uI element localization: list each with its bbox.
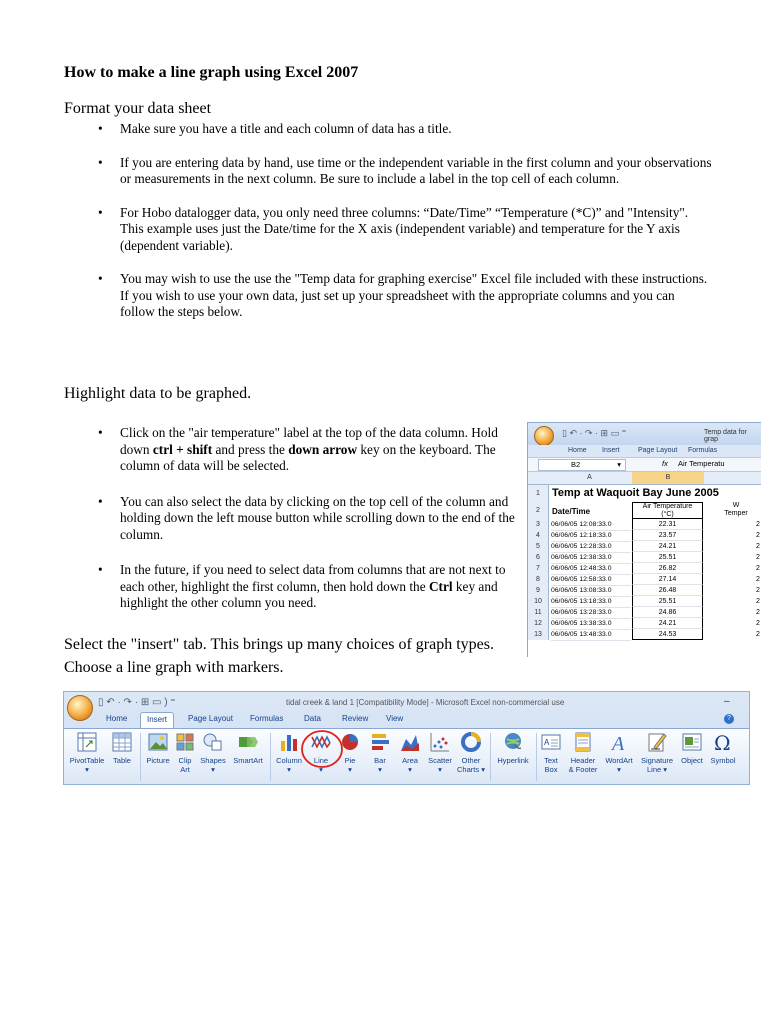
row-header[interactable]: 5 — [528, 541, 549, 552]
wordart-icon — [608, 731, 630, 753]
header-line-2: Temper — [724, 510, 748, 517]
date-cell[interactable]: 06/06/05 12:18:33.0 — [551, 530, 631, 542]
formula-bar — [528, 457, 761, 472]
chevron-down-icon: ▾ — [617, 460, 621, 469]
quick-access-toolbar-icon[interactable]: ▯ ↶ · ↷ · ⊞ ▭ ) ⁼ — [98, 697, 176, 708]
row-header[interactable]: 11 — [528, 607, 549, 618]
column-header-a[interactable]: A — [587, 474, 592, 481]
list-item: • Click on the "air temperature" label at the top of the data column. Hold down ctrl + shift and press the down arrow key on the keyboard. The column of data will be selected. — [64, 425, 519, 475]
signature-line-label: Signature — [640, 756, 674, 765]
sheet-title-cell[interactable]: Temp at Waquoit Bay June 2005 — [552, 487, 719, 499]
temperature-cell[interactable]: 22.31 — [632, 519, 703, 530]
column-c-header-cell[interactable] — [706, 502, 761, 518]
date-cell[interactable]: 06/06/05 13:28:33.0 — [551, 607, 631, 619]
picture-icon — [147, 731, 169, 753]
temperature-cell[interactable]: 24.86 — [632, 607, 703, 618]
excel-sheet-screenshot — [527, 422, 761, 657]
section-heading-format: Format your data sheet — [64, 100, 212, 117]
signature-line-icon — [646, 731, 668, 753]
list-item: • In the future, if you need to select data from columns that are not next to each other, highlight the first column, then hold down the Ctrl key and highlight the other column you need. — [64, 562, 519, 612]
temperature-cell[interactable]: 26.82 — [632, 563, 703, 574]
window-title: tidal creek & land 1 [Compatibility Mode] - Microsoft Excel non-commercial use — [286, 698, 565, 707]
area-chart-dropdown: ▾ — [408, 765, 412, 774]
shapes-button[interactable] — [198, 731, 228, 774]
minimize-button[interactable]: – — [724, 696, 730, 707]
temperature-cell[interactable]: 24.53 — [632, 629, 703, 640]
tab-data[interactable]: Data — [304, 714, 321, 723]
column-headers — [528, 472, 761, 485]
scatter-chart-label: Scatter — [428, 756, 452, 765]
clip-art-label: Clip — [178, 756, 192, 765]
excel-title-bar — [528, 423, 761, 445]
text-box-button[interactable] — [540, 731, 562, 774]
shapes-dropdown: ▾ — [211, 765, 215, 774]
column-c-cell[interactable]: 2 — [756, 620, 760, 627]
format-bullet-list — [64, 121, 712, 321]
row-header[interactable]: 7 — [528, 563, 549, 574]
list-item: • For Hobo datalogger data, you only need three columns: “Date/Time” “Temperature (*C)” and "Intensity". This example uses just the Date/time for the X axis (independent variable) and temperature for the Y axis (dependent variable). — [64, 205, 712, 255]
date-cell[interactable]: 06/06/05 13:08:33.0 — [551, 585, 631, 597]
scatter-chart-dropdown: ▾ — [438, 765, 442, 774]
list-item: • You may wish to use the use the "Temp data for graphing exercise" Excel file included with these instructions. If you wish to use your own data, just set up your spreadsheet with the appropriate columns and you can follow the steps below. — [64, 271, 712, 321]
row-header[interactable]: 2 — [528, 503, 549, 519]
table-icon — [111, 731, 133, 753]
tab-insert[interactable]: Insert — [602, 447, 620, 454]
row-header[interactable]: 9 — [528, 585, 549, 596]
ribbon-tab-row — [64, 712, 749, 728]
signature-line-label-2: Line ▾ — [646, 765, 668, 774]
bar-chart-label: Bar — [374, 756, 386, 765]
column-chart-icon — [278, 731, 300, 753]
section-heading-highlight: Highlight data to be graphed. — [64, 385, 252, 402]
other-charts-label: Other — [461, 756, 481, 765]
header-line-1: Air Temperature — [642, 503, 693, 510]
header-line-2: (°C) — [661, 511, 674, 518]
highlight-circle — [300, 728, 344, 770]
tab-page-layout[interactable]: Page Layout — [188, 714, 233, 723]
temperature-cell[interactable]: 23.57 — [632, 530, 703, 541]
date-cell[interactable]: 06/06/05 13:18:33.0 — [551, 596, 631, 608]
tab-formulas[interactable]: Formulas — [250, 714, 284, 723]
column-c-cell[interactable]: 2 — [756, 631, 760, 638]
temperature-cell[interactable]: 26.48 — [632, 585, 703, 596]
ribbon-insert-panel — [64, 728, 749, 785]
tab-insert[interactable]: Insert — [140, 712, 174, 728]
column-c-cell[interactable]: 2 — [756, 576, 760, 583]
column-c-cell[interactable]: 2 — [756, 609, 760, 616]
pivottable-dropdown: ▾ — [85, 765, 89, 774]
symbol-button[interactable] — [708, 731, 738, 765]
divider — [490, 733, 491, 781]
pivottable-icon — [76, 731, 98, 753]
object-button[interactable] — [678, 731, 706, 765]
tab-page-layout[interactable]: Page Layout — [638, 447, 678, 454]
scatter-chart-button[interactable] — [426, 731, 454, 774]
bar-chart-button[interactable] — [368, 731, 392, 774]
date-cell[interactable]: 06/06/05 12:58:33.0 — [551, 574, 631, 586]
office-button-icon[interactable] — [534, 426, 554, 446]
area-chart-button[interactable] — [397, 731, 423, 774]
column-c-cell[interactable]: 2 — [756, 521, 760, 528]
row-header[interactable]: 3 — [528, 519, 549, 530]
shapes-icon — [202, 731, 224, 753]
header-footer-button[interactable] — [566, 731, 600, 774]
svg-text:Ω: Ω — [714, 731, 731, 753]
date-cell[interactable]: 06/06/05 13:48:33.0 — [551, 629, 631, 641]
ribbon-title-bar — [64, 692, 749, 712]
list-item: • You can also select the data by clicking on the top cell of the column and holding down the left mouse button while scrolling down to the end of the column. — [64, 494, 519, 544]
document-title: How to make a line graph using Excel 2007 — [64, 64, 359, 81]
hyperlink-icon — [502, 731, 524, 753]
row-header[interactable]: 4 — [528, 530, 549, 541]
omega-icon — [712, 731, 734, 753]
tab-formulas[interactable]: Formulas — [688, 447, 718, 454]
temperature-cell[interactable]: 24.21 — [632, 541, 703, 552]
other-charts-icon — [460, 731, 482, 753]
wordart-button[interactable] — [602, 731, 636, 774]
tab-review[interactable]: Review — [342, 714, 369, 723]
name-box[interactable] — [538, 459, 626, 471]
other-charts-label-2: Charts ▾ — [457, 765, 485, 774]
hyperlink-label: Hyperlink — [497, 756, 529, 765]
column-c-cell[interactable]: 2 — [756, 598, 760, 605]
air-temperature-header-cell[interactable] — [632, 502, 703, 519]
column-c-cell[interactable]: 2 — [756, 543, 760, 550]
clip-art-icon — [174, 731, 196, 753]
line-chart-dropdown: ▾ — [319, 765, 323, 774]
clip-art-button[interactable] — [174, 731, 196, 774]
ribbon-tabs — [528, 445, 761, 457]
line-chart-label: Line — [313, 756, 329, 765]
row-header[interactable]: 8 — [528, 574, 549, 585]
tab-home[interactable]: Home — [568, 447, 587, 454]
tab-home[interactable]: Home — [106, 714, 128, 723]
wordart-label: WordArt — [605, 756, 633, 765]
row-header[interactable]: 12 — [528, 618, 549, 629]
column-c-cell[interactable]: 2 — [756, 554, 760, 561]
highlight-bullet-list — [64, 425, 519, 612]
divider — [270, 733, 271, 781]
row-header[interactable]: 6 — [528, 552, 549, 563]
other-charts-button[interactable] — [456, 731, 486, 774]
smartart-label: SmartArt — [233, 756, 263, 765]
signature-line-button[interactable] — [638, 731, 676, 774]
temperature-cell[interactable]: 27.14 — [632, 574, 703, 585]
office-button-icon[interactable] — [67, 695, 93, 721]
header-line-1: W — [732, 502, 740, 509]
temperature-cell[interactable]: 24.21 — [632, 618, 703, 629]
table-button[interactable] — [110, 731, 134, 765]
row-header[interactable]: 1 — [528, 485, 549, 503]
header-footer-label-2: & Footer — [568, 765, 598, 774]
date-cell[interactable]: 06/06/05 12:08:33.0 — [551, 519, 631, 531]
text-box-label-2: Box — [544, 765, 558, 774]
help-icon[interactable]: ? — [724, 714, 734, 724]
smartart-icon — [237, 731, 259, 753]
pie-chart-label: Pie — [344, 756, 356, 765]
area-chart-label: Area — [402, 756, 418, 765]
row-header[interactable]: 13 — [528, 629, 549, 640]
date-cell[interactable]: 06/06/05 12:48:33.0 — [551, 563, 631, 575]
formula-input[interactable]: Air Temperatu — [678, 459, 725, 468]
select-insert-paragraph: Select the "insert" tab. This brings up many choices of graph types. Choose a line graph with markers. — [64, 636, 495, 676]
window-title: Temp data for grap — [704, 429, 747, 443]
symbol-label: Symbol — [710, 756, 736, 765]
header-footer-label: Header — [570, 756, 596, 765]
area-chart-icon — [399, 731, 421, 753]
table-label: Table — [113, 756, 131, 765]
picture-button[interactable] — [144, 731, 172, 765]
picture-label: Picture — [146, 756, 170, 765]
list-item: • If you are entering data by hand, use time or the independent variable in the first column and your observations or measurements in the next column. Be sure to include a label in the top cell of each column. — [64, 155, 712, 188]
quick-access-toolbar-icon[interactable]: ▯ ↶ · ↷ · ⊞ ▭ ⁼ — [562, 428, 627, 438]
shapes-label: Shapes — [200, 756, 226, 765]
text-box-icon — [540, 731, 562, 753]
column-c-cell[interactable]: 2 — [756, 565, 760, 572]
excel-ribbon-screenshot — [63, 691, 750, 785]
object-label: Object — [681, 756, 703, 765]
column-c-cell[interactable]: 2 — [756, 532, 760, 539]
date-cell[interactable]: 06/06/05 12:28:33.0 — [551, 541, 631, 553]
fx-icon[interactable]: fx — [662, 459, 668, 468]
scatter-chart-icon — [429, 731, 451, 753]
divider — [536, 733, 537, 781]
svg-text:A: A — [612, 733, 625, 753]
column-chart-dropdown: ▾ — [287, 765, 291, 774]
list-item: • Make sure you have a title and each column of data has a title. — [64, 121, 712, 138]
temperature-cell[interactable]: 25.51 — [632, 596, 703, 607]
date-time-header-cell[interactable]: Date/Time — [552, 507, 591, 516]
smartart-button[interactable] — [230, 731, 266, 765]
name-box-value: B2 — [571, 460, 581, 469]
pivottable-button[interactable] — [68, 731, 106, 774]
bar-chart-icon — [369, 731, 391, 753]
object-icon — [681, 731, 703, 753]
header-footer-icon — [572, 731, 594, 753]
pivottable-label: PivotTable — [69, 756, 105, 765]
divider — [140, 733, 141, 781]
column-header-b[interactable]: B — [632, 472, 704, 484]
date-cell[interactable]: 06/06/05 12:38:33.0 — [551, 552, 631, 564]
temperature-cell[interactable]: 25.51 — [632, 552, 703, 563]
tab-view[interactable]: View — [386, 714, 404, 723]
svg-text:A: A — [544, 738, 550, 747]
column-c-cell[interactable]: 2 — [756, 587, 760, 594]
bar-chart-dropdown: ▾ — [378, 765, 382, 774]
clip-art-label-2: Art — [180, 765, 190, 774]
column-chart-label: Column — [276, 756, 302, 765]
hyperlink-button[interactable] — [494, 731, 532, 765]
text-box-label: Text — [544, 756, 558, 765]
date-cell[interactable]: 06/06/05 13:38:33.0 — [551, 618, 631, 630]
wordart-dropdown: ▾ — [617, 765, 621, 774]
row-header[interactable]: 10 — [528, 596, 549, 607]
pie-chart-dropdown: ▾ — [348, 765, 352, 774]
